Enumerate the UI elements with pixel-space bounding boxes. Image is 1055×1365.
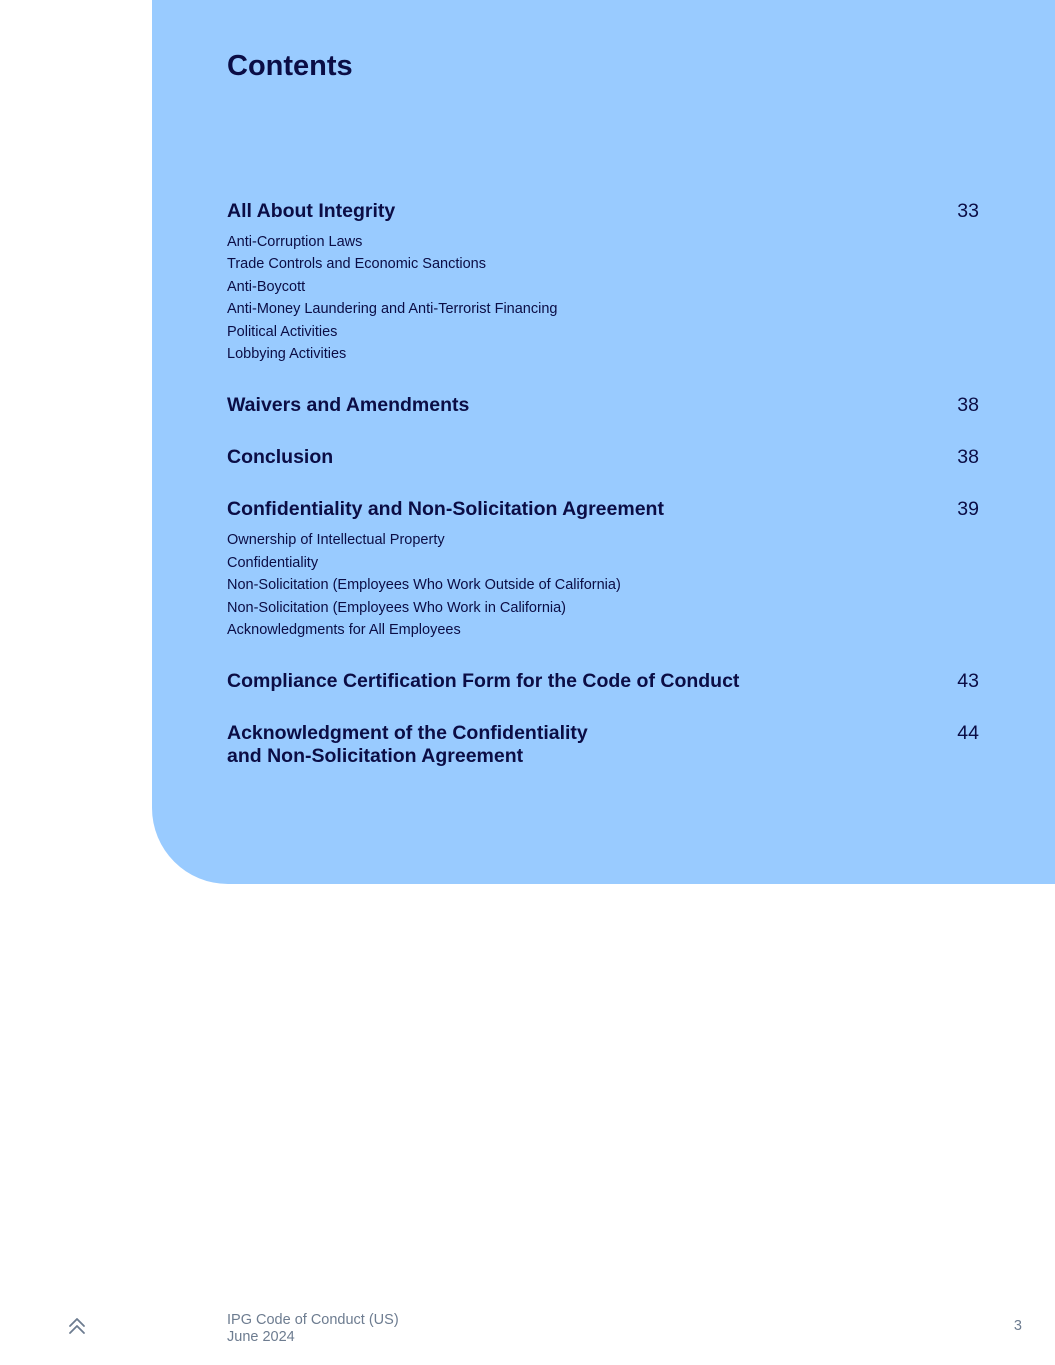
- toc-entry[interactable]: [227, 446, 979, 469]
- toc-entry[interactable]: [227, 200, 979, 223]
- toc-section: [227, 670, 979, 693]
- toc-sub-item[interactable]: Political Activities: [227, 323, 338, 340]
- toc-page-number[interactable]: 33: [957, 200, 979, 222]
- toc-sub-item[interactable]: Ownership of Intellectual Property: [227, 532, 445, 549]
- footer-date: June 2024: [227, 1328, 295, 1345]
- toc-sub-item[interactable]: Anti-Money Laundering and Anti-Terrorist Financing: [227, 301, 558, 318]
- toc-section: [227, 722, 979, 768]
- toc-entry[interactable]: [227, 394, 979, 417]
- toc-section-title[interactable]: Acknowledgment of the Confidentiality and Non-Solicitation Agreement: [227, 722, 588, 768]
- toc-sub-list: [227, 231, 979, 365]
- page-title: Contents: [227, 50, 353, 82]
- toc-section-title[interactable]: Conclusion: [227, 446, 334, 469]
- toc-page-number[interactable]: 38: [957, 394, 979, 417]
- toc-sub-item[interactable]: Acknowledgments for All Employees: [227, 622, 461, 639]
- double-chevron-up-icon[interactable]: [68, 1316, 86, 1336]
- toc-page-number[interactable]: 44: [957, 722, 979, 745]
- toc-section-title[interactable]: Waivers and Amendments: [227, 394, 470, 417]
- toc-section: [227, 446, 979, 469]
- toc-section: [227, 200, 979, 365]
- toc-page-number[interactable]: 39: [957, 498, 979, 521]
- toc-section: [227, 498, 979, 641]
- footer-doc-title: IPG Code of Conduct (US): [227, 1312, 399, 1328]
- footer-doc-info: [227, 1312, 399, 1345]
- toc-page-number[interactable]: 38: [957, 446, 979, 469]
- table-of-contents: [227, 200, 979, 768]
- toc-sub-list: [227, 529, 979, 641]
- toc-sub-item[interactable]: Non-Solicitation (Employees Who Work Outside of California): [227, 577, 621, 594]
- toc-section-title[interactable]: Compliance Certification Form for the Code of Conduct: [227, 670, 740, 693]
- toc-sub-item[interactable]: Confidentiality: [227, 554, 319, 571]
- footer-page-number: 3: [1013, 1318, 1022, 1334]
- toc-sub-item[interactable]: Lobbying Activities: [227, 346, 347, 363]
- toc-entry[interactable]: [227, 670, 979, 693]
- toc-sub-item[interactable]: Anti-Boycott: [227, 278, 306, 295]
- toc-entry[interactable]: [227, 498, 979, 521]
- toc-page-number[interactable]: 43: [957, 670, 979, 693]
- toc-section: [227, 394, 979, 417]
- toc-sub-item[interactable]: Anti-Corruption Laws: [227, 234, 363, 250]
- toc-section-title[interactable]: All About Integrity: [227, 200, 396, 222]
- toc-entry[interactable]: [227, 722, 979, 768]
- toc-sub-item[interactable]: Trade Controls and Economic Sanctions: [227, 256, 486, 273]
- toc-sub-item[interactable]: Non-Solicitation (Employees Who Work in California): [227, 599, 566, 616]
- toc-section-title[interactable]: Confidentiality and Non-Solicitation Agreement: [227, 498, 664, 521]
